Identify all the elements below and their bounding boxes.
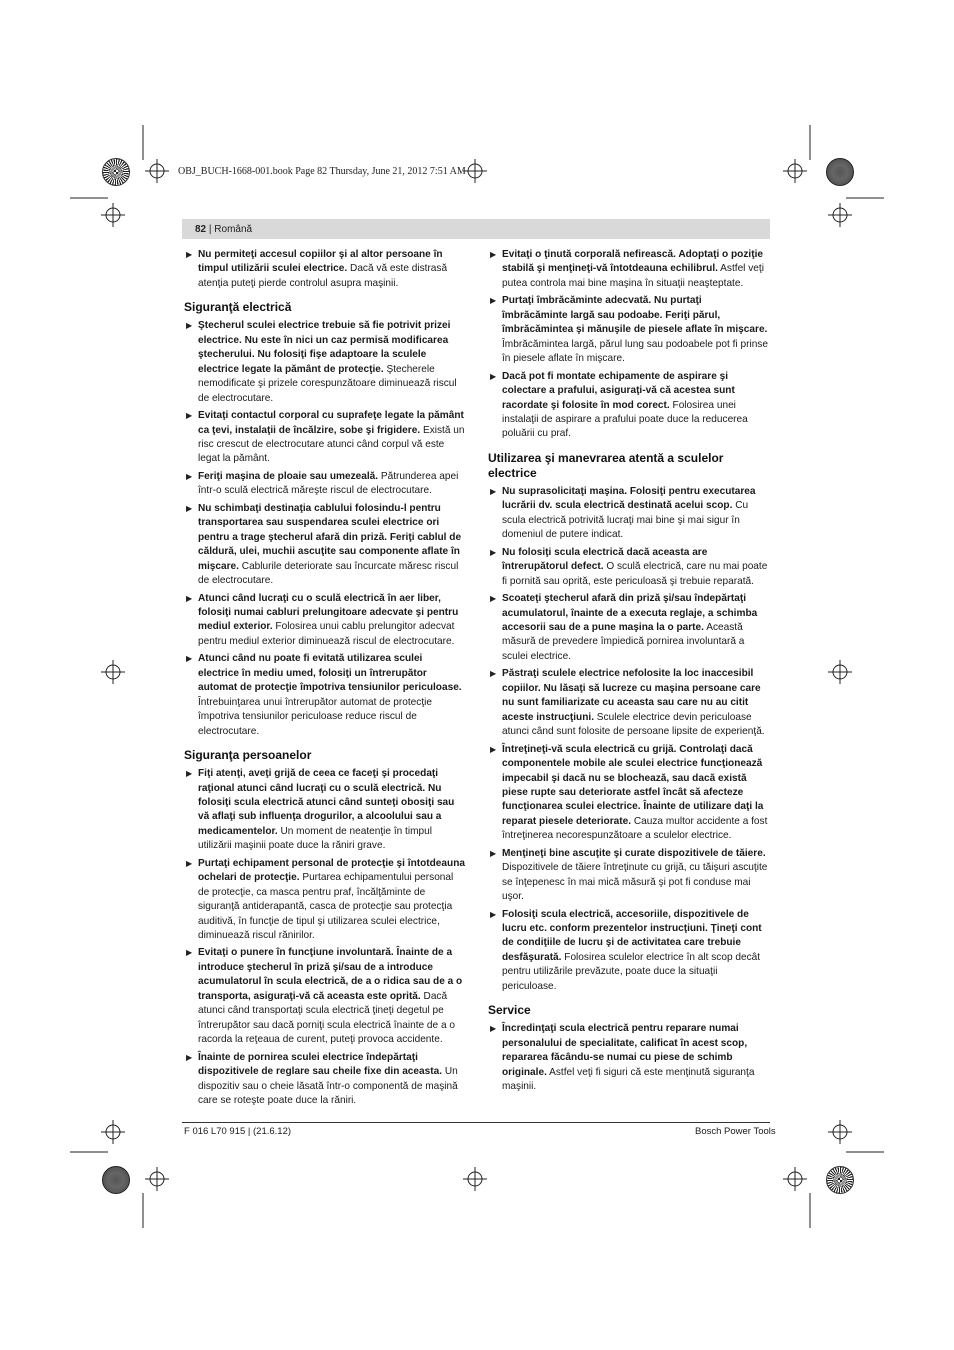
bullet-arrow-icon: ▶	[490, 296, 497, 306]
item-bold-text: Nu folosiţi scula electrică dacă aceasta are întrerupătorul defect.	[502, 546, 708, 573]
item-bold-text: Atunci când lucraţi cu o sculă electrică în aer liber, folosiţi numai cabluri prelungitoare adecvate şi pentru mediul exterior.	[198, 592, 459, 633]
bullet-arrow-icon: ▶	[490, 594, 497, 604]
list-item	[184, 857, 466, 944]
item-text: Există un risc crescut de electrocutare atunci când corpul vă este legat la pământ.	[198, 424, 465, 465]
item-bold-text: Ştecherul sculei electrice trebuie să fie potrivit prizei electrice. Nu este în nici un caz permisă modificarea ştecherului. Nu folosiţi fişe adaptoare la sculele electrice legate la pământ de protecţie.	[198, 320, 451, 375]
bullet-arrow-icon: ▶	[186, 858, 193, 868]
list-item	[488, 1022, 770, 1094]
bullet-arrow-icon: ▶	[490, 486, 497, 496]
item-text: Folosirea unui cablu prelungitor adecvat pentru mediul exterior diminuează riscul de electrocutare.	[198, 621, 455, 647]
item-text: Purtarea echipamentului personal de protecţie, ca masca pentru praf, încălţăminte de siguranţă antiderapantă, casca de protecţie sau protecţia auditivă, în funcţie de tipul şi utilizarea sculei electrice, diminuează riscul rănirilor.	[198, 872, 454, 942]
bullet-arrow-icon: ▶	[490, 250, 497, 259]
list-item	[184, 652, 466, 739]
list-item	[488, 485, 770, 543]
item-bold-text: Menţineţi bine ascuţite şi curate dispozitivele de tăiere.	[502, 847, 766, 859]
item-text: Dispozitivele de tăiere întreţinute cu grijă, cu tăişuri ascuţite se înţepenesc în mai mică măsură şi pot fi conduse mai uşor.	[502, 862, 768, 903]
item-text: Astfel veţi putea controla mai bine maşina în situaţii neaşteptate.	[502, 263, 764, 289]
item-text: Un moment de neatenţie în timpul utilizării maşinii poate duce la răniri grave.	[198, 825, 432, 852]
item-text: Dacă atunci când transportaţi scula electrică ţineţi degetul pe întrerupător sau dacă porniţi scula electrică înainte de a o racorda la reţeaua de curent, puteţi provoca accidente.	[198, 990, 455, 1046]
item-bold-text: Dacă pot fi montate echipamente de aspirare şi colectare a prafului, asiguraţi-vă că acestea sunt racordate şi folosite în mod corect.	[502, 370, 735, 411]
bullet-arrow-icon: ▶	[186, 411, 193, 421]
list-item	[488, 370, 770, 442]
item-text: Pătrunderea apei într-o sculă electrică măreşte riscul de electrocutare.	[198, 470, 459, 497]
item-bold-text: Evitaţi contactul corporal cu suprafeţe legate la pământ ca ţevi, instalaţii de încălzire, sobe şi frigidere.	[198, 410, 464, 436]
list-item	[488, 294, 770, 366]
item-bold-text: Înainte de pornirea sculei electrice îndepărtaţi dispozitivele de reglare sau cheile fixe din aceasta.	[198, 1051, 443, 1078]
item-text: Folosirea unei instalaţii de aspirare a prafului poate duce la reducerea poluării cu praf.	[502, 399, 748, 440]
item-text: Întrebuinţarea unui întrerupător automat de protecţie împotriva tensiunilor periculoase reduce riscul de electrocutare.	[198, 696, 432, 737]
header-separator: |	[206, 224, 215, 235]
list-item	[184, 1051, 466, 1109]
bullet-arrow-icon: ▶	[186, 654, 193, 664]
item-bold-text: Nu suprasolicitaţi maşina. Folosiţi pentru executarea lucrării dv. scula electrică destinată acelui scop.	[502, 485, 756, 512]
bullet-arrow-icon: ▶	[490, 848, 497, 858]
bullet-arrow-icon: ▶	[186, 321, 193, 331]
list-item	[488, 908, 770, 995]
list-item	[184, 248, 466, 291]
item-text: Îmbrăcămintea largă, părul lung sau podoabele pot fi prinse în piesele aflate în mişcare.	[502, 338, 768, 365]
bullet-arrow-icon: ▶	[186, 769, 193, 779]
item-text: Sculele electrice devin periculoase atunci când sunt folosite de persoane lipsite de experienţă.	[502, 711, 765, 738]
bullet-arrow-icon: ▶	[490, 744, 497, 754]
list-item	[184, 592, 466, 650]
list-item	[184, 409, 466, 467]
item-bold-text: Purtaţi îmbrăcăminte adecvată. Nu purtaţi îmbrăcăminte largă sau podoabe. Feriţi părul, îmbrăcămintea şi mănuşile de piesele aflate în mişcare.	[502, 295, 768, 336]
bullet-arrow-icon: ▶	[186, 250, 193, 259]
list-item	[184, 767, 466, 854]
footer-divider	[182, 1122, 770, 1123]
header-language: Română	[214, 224, 253, 235]
item-bold-text: Păstraţi sculele electrice nefolosite la loc inaccesibil copiilor. Nu lăsaţi să lucreze cu maşina persoane care nu sunt familiarizate cu aceasta sau care nu au citit aceste instrucţiuni.	[502, 668, 761, 723]
list-item	[184, 319, 466, 406]
list-item	[184, 502, 466, 589]
footer-document-code: F 016 L70 915 | (21.6.12)	[184, 1126, 292, 1137]
list-item	[184, 946, 466, 1047]
list-item	[488, 743, 770, 844]
page-header	[195, 224, 252, 235]
item-text: Un dispozitiv sau o cheie lăsată într-o componentă de maşină care se roteşte poate duce la răniri.	[198, 1066, 458, 1107]
list-item	[488, 248, 770, 291]
item-text: Această măsură de prevedere împiedică pornirea involuntară a sculei electrice.	[502, 621, 745, 662]
item-text: Ştecherele nemodificate şi prizele corespunzătoare diminuează riscul de electrocutare.	[198, 363, 457, 404]
item-bold-text: Încredinţaţi scula electrică pentru reparare numai personalului de specialitate, calificat în acest scop, repararea făcându-se numai cu piese de schimb originale.	[502, 1023, 748, 1078]
item-bold-text: Evitaţi o ţinută corporală nefirească. Adoptaţi o poziţie stabilă şi menţineţi-vă întotdeauna echilibrul.	[502, 249, 763, 275]
list-item	[184, 470, 466, 499]
item-text: Cauza multor accidente a fost întreţinerea necorespunzătoare a sculelor electrice.	[502, 815, 768, 842]
bullet-arrow-icon: ▶	[490, 669, 497, 679]
item-text: O sculă electrică, care nu mai poate fi pornită sau oprită, este periculoasă şi trebuie reparată.	[502, 561, 768, 587]
left-column	[184, 248, 466, 1111]
item-text: Dacă vă este distrasă atenţia puteţi pierde controlul asupra maşinii.	[198, 263, 448, 289]
list-item	[488, 546, 770, 589]
bullet-arrow-icon: ▶	[186, 471, 193, 481]
bullet-arrow-icon: ▶	[186, 948, 193, 958]
bullet-arrow-icon: ▶	[490, 1024, 497, 1034]
item-bold-text: Feriţi maşina de ploaie sau umezeală.	[198, 470, 379, 482]
page-header-bar	[182, 219, 770, 239]
item-bold-text: Purtaţi echipament personal de protecţie şi întotdeauna ochelari de protecţie.	[198, 857, 465, 884]
section-heading: Service	[488, 1003, 531, 1018]
item-bold-text: Fiţi atenţi, aveţi grijă de ceea ce faceţi şi procedaţi raţional atunci când lucraţi cu o sculă electrică. Nu folosiţi scula electrică atunci când sunteţi obosiţi sau vă aflaţi sub influenţa drogurilor, a alcoolului sau a medicamentelor.	[198, 768, 455, 837]
item-bold-text: Nu permiteţi accesul copiilor şi al altor persoane în timpul utilizării sculei electrice.	[198, 249, 443, 275]
footer-brand: Bosch Power Tools	[695, 1126, 776, 1137]
item-bold-text: Întreţineţi-vă scula electrică cu grijă. Controlaţi dacă componentele mobile ale sculei electrice funcţionează impecabil şi dacă nu se blochează, sau dacă există piese rupte sau deteriorate astfel încât să afecteze funcţionarea sculei electrice. Înainte de utilizare daţi la reparat piesele deteriorate.	[502, 743, 764, 827]
item-bold-text: Evitaţi o punere în funcţiune involuntară. Înainte de a introduce ştecherul în priză şi/sau de a introduce acumulatorul în scula electrică, de a o ridica sau de a o transporta, asiguraţi-vă că aceasta este oprită.	[198, 947, 463, 1002]
bullet-arrow-icon: ▶	[186, 593, 193, 603]
item-bold-text: Atunci când nu poate fi evitată utilizarea sculei electrice în mediu umed, folosiţi un întrerupător automat de protecţie împotriva tensiunilor periculoase.	[198, 653, 462, 694]
bullet-arrow-icon: ▶	[490, 909, 497, 919]
item-bold-text: Nu schimbaţi destinaţia cablului folosindu-l pentru transportarea sau suspendarea sculei electrice ori pentru a trage ştecherul afară din priză. Feriţi cablul de căldură, ulei, muchii ascuţite sau componente aflate în mişcare.	[198, 502, 462, 572]
section-heading: Siguranţă electrică	[184, 300, 292, 315]
list-item	[488, 592, 770, 664]
item-bold-text: Folosiţi scula electrică, accesoriile, dispozitivele de lucru etc. conform prezentelor instrucţiuni. Ţineţi cont de condiţiile de lucru şi de activitatea care trebuie desfăşurată.	[502, 908, 762, 963]
item-bold-text: Scoateţi ştecherul afară din priză şi/sau îndepărtaţi acumulatorul, înainte de a executa reglaje, a schimba accesorii sau de a pune maşina la o parte.	[502, 593, 758, 633]
page-number: 82	[195, 224, 207, 235]
bullet-arrow-icon: ▶	[490, 371, 497, 381]
item-text: Cablurile deteriorate sau încurcate măresc riscul de electrocutare.	[198, 560, 459, 587]
bullet-arrow-icon: ▶	[186, 1052, 193, 1062]
bullet-arrow-icon: ▶	[186, 503, 193, 513]
section-heading: Utilizarea şi manevrarea atentă a sculelor electrice	[488, 450, 724, 480]
bullet-arrow-icon: ▶	[490, 547, 497, 557]
section-heading: Siguranţa persoanelor	[184, 748, 312, 763]
print-info-line: OBJ_BUCH-1668-001.book Page 82 Thursday, June 21, 2012 7:51 AM	[178, 166, 466, 177]
item-text: Astfel veţi fi siguri că este menţinută siguranţa maşinii.	[502, 1066, 755, 1093]
right-column	[488, 248, 770, 1098]
list-item	[488, 667, 770, 739]
item-text: Folosirea sculelor electrice în alt scop decât pentru utilizările prevăzute, poate duce la situaţii periculoase.	[502, 951, 761, 992]
item-text: Cu scula electrică potrivită lucraţi mai bine şi mai sigur în domeniul de putere indicat.	[502, 500, 749, 541]
list-item	[488, 847, 770, 905]
